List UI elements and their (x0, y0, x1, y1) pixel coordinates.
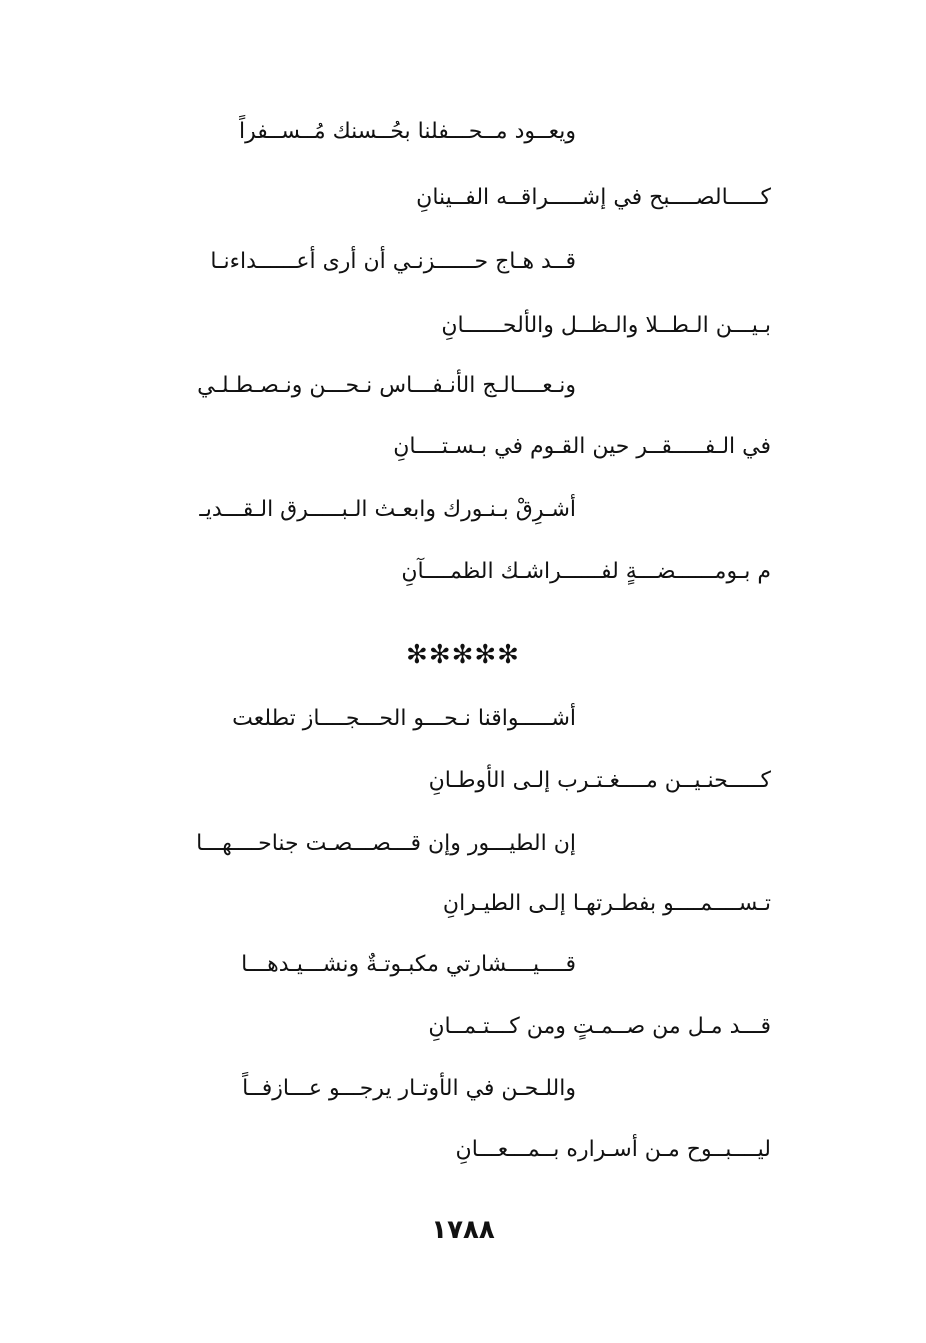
verse-line: واللـحـن في الأوتـار يرجـــو عـــازفــاً (242, 1076, 576, 1101)
verse-line: م بـومــــــضـــةٍ لفــــــراشـك الظمــــآنِ (401, 559, 771, 584)
verse-line: بـيـــن الـطــلا والـظــل والألحــــــانِ (441, 313, 771, 338)
verse-line: إن الطيـــور وإن قـــصـــصـت جناحــــهـــا (196, 831, 576, 856)
verse-line: كـــــحنـيــن مــــغـتـرب إلـى الأوطـانِ (428, 768, 771, 793)
stanza-separator: ✻✻✻✻✻ (406, 640, 520, 670)
verse-line: ونـعــــالـج الأنـفـــاس نـحـــن ونـصـطـلـي (197, 373, 576, 398)
verse-line: قــــيــــشارتي مكبـوتـةٌ ونشـــيـدهـــا (241, 952, 576, 977)
verse-line: أشـرِقْ بـنـورك وابعـث الـبـــــرق الـقـــديـ (199, 497, 576, 522)
verse-line: أشـــــواقنا نـحـــو الحـــجــــاز تطلعت (232, 706, 576, 731)
verse-line: ليــــبــوح مـن أسـراره بــمـــعـــانِ (455, 1137, 771, 1162)
verse-line: كـــــالصــــبح في إشـــــراقــه الفــينانِ (416, 185, 771, 210)
verse-line: ويعــود مــحـــفلنا بحُــسنك مُــســفراً (239, 119, 576, 144)
page-number: ١٧٨٨ (431, 1215, 495, 1245)
verse-line: في الـفـــــقــر حين القـوم في بـسـتــــانِ (393, 434, 771, 459)
verse-line: تـســــمــــو بفطـرتهـا إلـى الطيـرانِ (442, 891, 771, 916)
verse-line: قـــد مـل من صــمـتٍ ومن كـــتـمــانِ (428, 1014, 771, 1039)
verse-line: قــد هـاج حــــــزنـي أن أرى أعــــــداءنـا (210, 249, 576, 274)
